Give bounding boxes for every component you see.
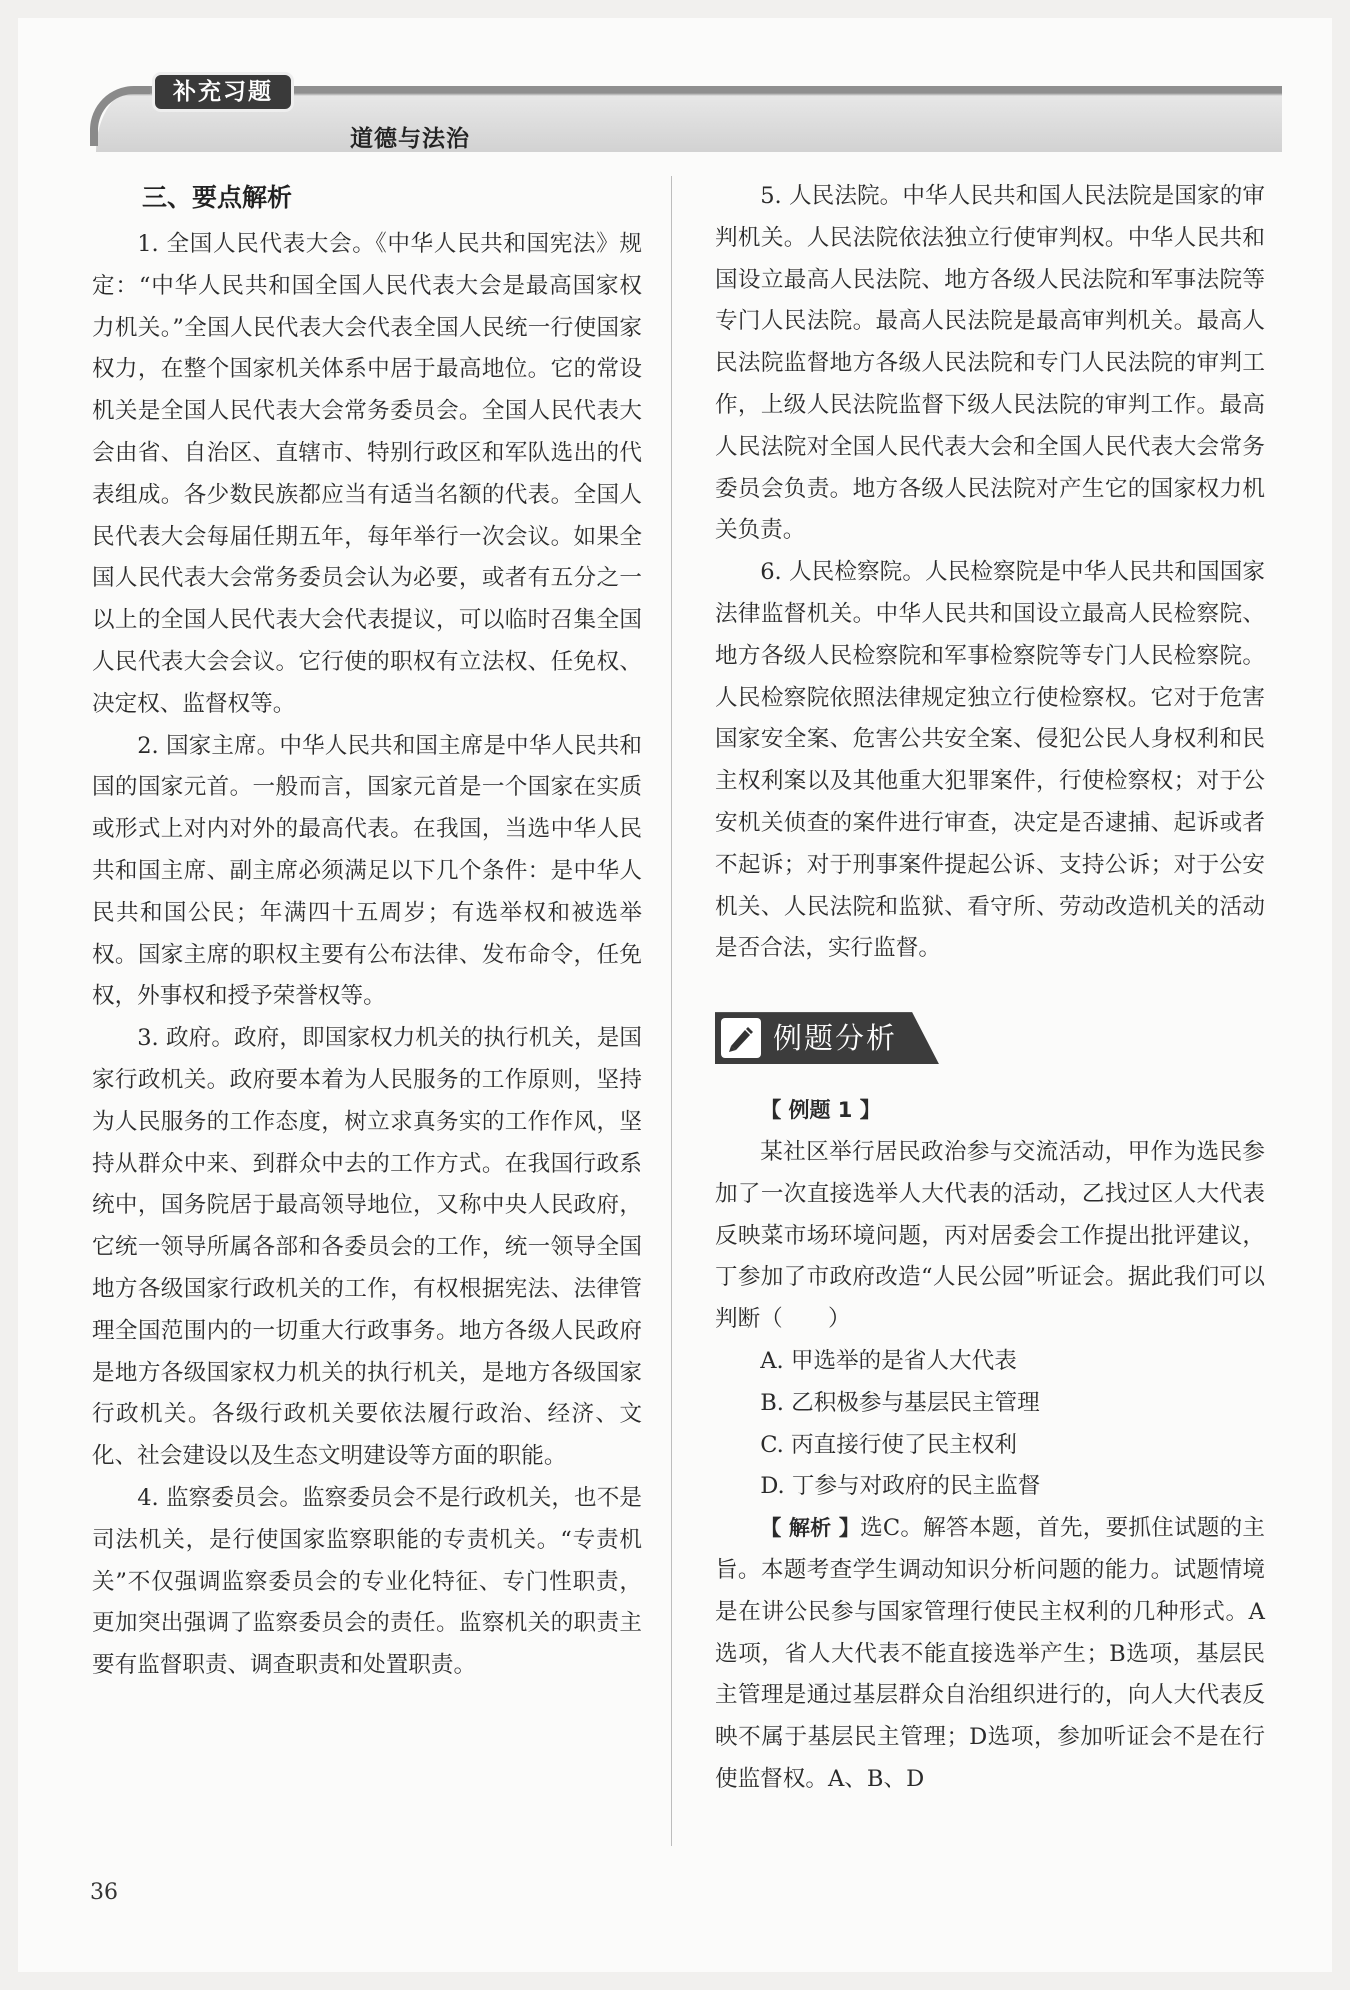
option-b: B. 乙积极参与基层民主管理 <box>760 1389 1040 1416</box>
example-label-text: 【 例题 1 】 <box>760 1098 881 1123</box>
column-divider <box>671 176 672 1846</box>
header-curve <box>90 86 150 146</box>
left-column <box>92 176 642 1687</box>
option-c: C. 丙直接行使了民主权利 <box>760 1431 1017 1458</box>
right-column <box>715 176 1265 1801</box>
paragraph-1: 1. 全国人民代表大会。《中华人民共和国宪法》规定：“中华人民共和国全国人民代表大会是最高国家权力机关。”全国人民代表大会代表全国人民统一行使国家权力，在整个国家机关体系中居于最高地位。它的常设机关是全国人民代表大会常务委员会。全国人民代表大会由省、自治区、直辖市、特别行政区和军队选出的代表组成。各少数民族都应当有适当名额的代表。全国人民代表大会每届任期五年，每年举行一次会议。如果全国人民代表大会常务委员会认为必要，或者有五分之一以上的全国人民代表大会代表提议，可以临时召集全国人民代表大会会议。它行使的职权有立法权、任免权、决定权、监督权等。 <box>92 231 642 717</box>
example-stem: 某社区举行居民政治参与交流活动，甲作为选民参加了一次直接选举人大代表的活动，乙找过区人大代表反映菜市场环境问题，丙对居委会工作提出批评建议，丁参加了市政府改造“人民公园”听证会。据此我们可以判断（ ） <box>715 1138 1265 1333</box>
option-a: A. 甲选举的是省人大代表 <box>760 1347 1017 1374</box>
analysis-label: 【 解析 】 <box>760 1516 861 1541</box>
paragraph-6: 6. 人民检察院。人民检察院是中华人民共和国国家法律监督机关。中华人民共和国设立最高人民检察院、地方各级人民检察院和军事检察院等专门人民检察院。人民检察院依照法律规定独立行使检察权。它对于危害国家安全案、危害公共安全案、侵犯公民人身权利和民主权利案以及其他重大犯罪案件，行使检察权；对于公安机关侦查的案件进行审查，决定是否逮捕、起诉或者不起诉；对于刑事案件提起公诉、支持公诉；对于公安机关、人民法院和监狱、看守所、劳动改造机关的活动是否合法，实行监督。 <box>715 559 1265 962</box>
example-label <box>715 1090 1265 1132</box>
analysis-text: 选C。解答本题，首先，要抓住试题的主旨。本题考查学生调动知识分析问题的能力。试题情境是在讲公民参与国家管理行使民主权利的几种形式。A选项，省人大代表不能直接选举产生；B选项，基层民主管理是通过基层群众自治组织进行的，向人大代表反映不属于基层民主管理；D选项，参加听证会不是在行使监督权。A、B、D <box>715 1515 1265 1792</box>
header-tab: 补充习题 <box>152 72 294 112</box>
pencil-icon <box>721 1018 761 1058</box>
example-banner <box>715 1012 953 1064</box>
page-number: 36 <box>90 1880 118 1905</box>
paragraph-4: 4. 监察委员会。监察委员会不是行政机关，也不是司法机关，是行使国家监察职能的专责机关。“专责机关”不仅强调监察委员会的专业化特征、专门性职责，更加突出强调了监察委员会的责任。监察机关的职责主要有监督职责、调查职责和处置职责。 <box>92 1484 642 1679</box>
example-banner-label: 例题分析 <box>773 1021 898 1056</box>
paragraph-3: 3. 政府。政府，即国家权力机关的执行机关，是国家行政机关。政府要本着为人民服务的工作原则，坚持为人民服务的工作态度，树立求真务实的工作作风，坚持从群众中来、到群众中去的工作方式。在我国行政系统中，国务院居于最高领导地位，又称中央人民政府，它统一领导所属各部和各委员会的工作，统一领导全国地方各级国家行政机关的工作，有权根据宪法、法律管理全国范围内的一切重大行政事务。地方各级人民政府是地方各级国家权力机关的执行机关，是地方各级国家行政机关。各级行政机关要依法履行政治、经济、文化、社会建设以及生态文明建设等方面的职能。 <box>92 1025 642 1470</box>
option-d: D. 丁参与对政府的民主监督 <box>760 1473 1041 1500</box>
paragraph-5: 5. 人民法院。中华人民共和国人民法院是国家的审判机关。人民法院依法独立行使审判权。中华人民共和国设立最高人民法院、地方各级人民法院和军事法院等专门人民法院。最高人民法院是最高审判机关。最高人民法院监督地方各级人民法院和专门人民法院的审判工作，上级人民法院监督下级人民法院的审判工作。最高人民法院对全国人民代表大会和全国人民代表大会常务委员会负责。地方各级人民法院对产生它的国家权力机关负责。 <box>715 183 1265 544</box>
section-title: 三、要点解析 <box>142 183 293 212</box>
page-header <box>72 66 1282 152</box>
header-subject: 道德与法治 <box>350 126 470 152</box>
paragraph-2: 2. 国家主席。中华人民共和国主席是中华人民共和国的国家元首。一般而言，国家元首是一个国家在实质或形式上对内对外的最高代表。在我国，当选中华人民共和国主席、副主席必须满足以下几个条件：是中华人民共和国公民；年满四十五周岁；有选举权和被选举权。国家主席的职权主要有公布法律、发布命令，任免权，外事权和授予荣誉权等。 <box>92 732 642 1010</box>
analysis <box>715 1508 1265 1801</box>
